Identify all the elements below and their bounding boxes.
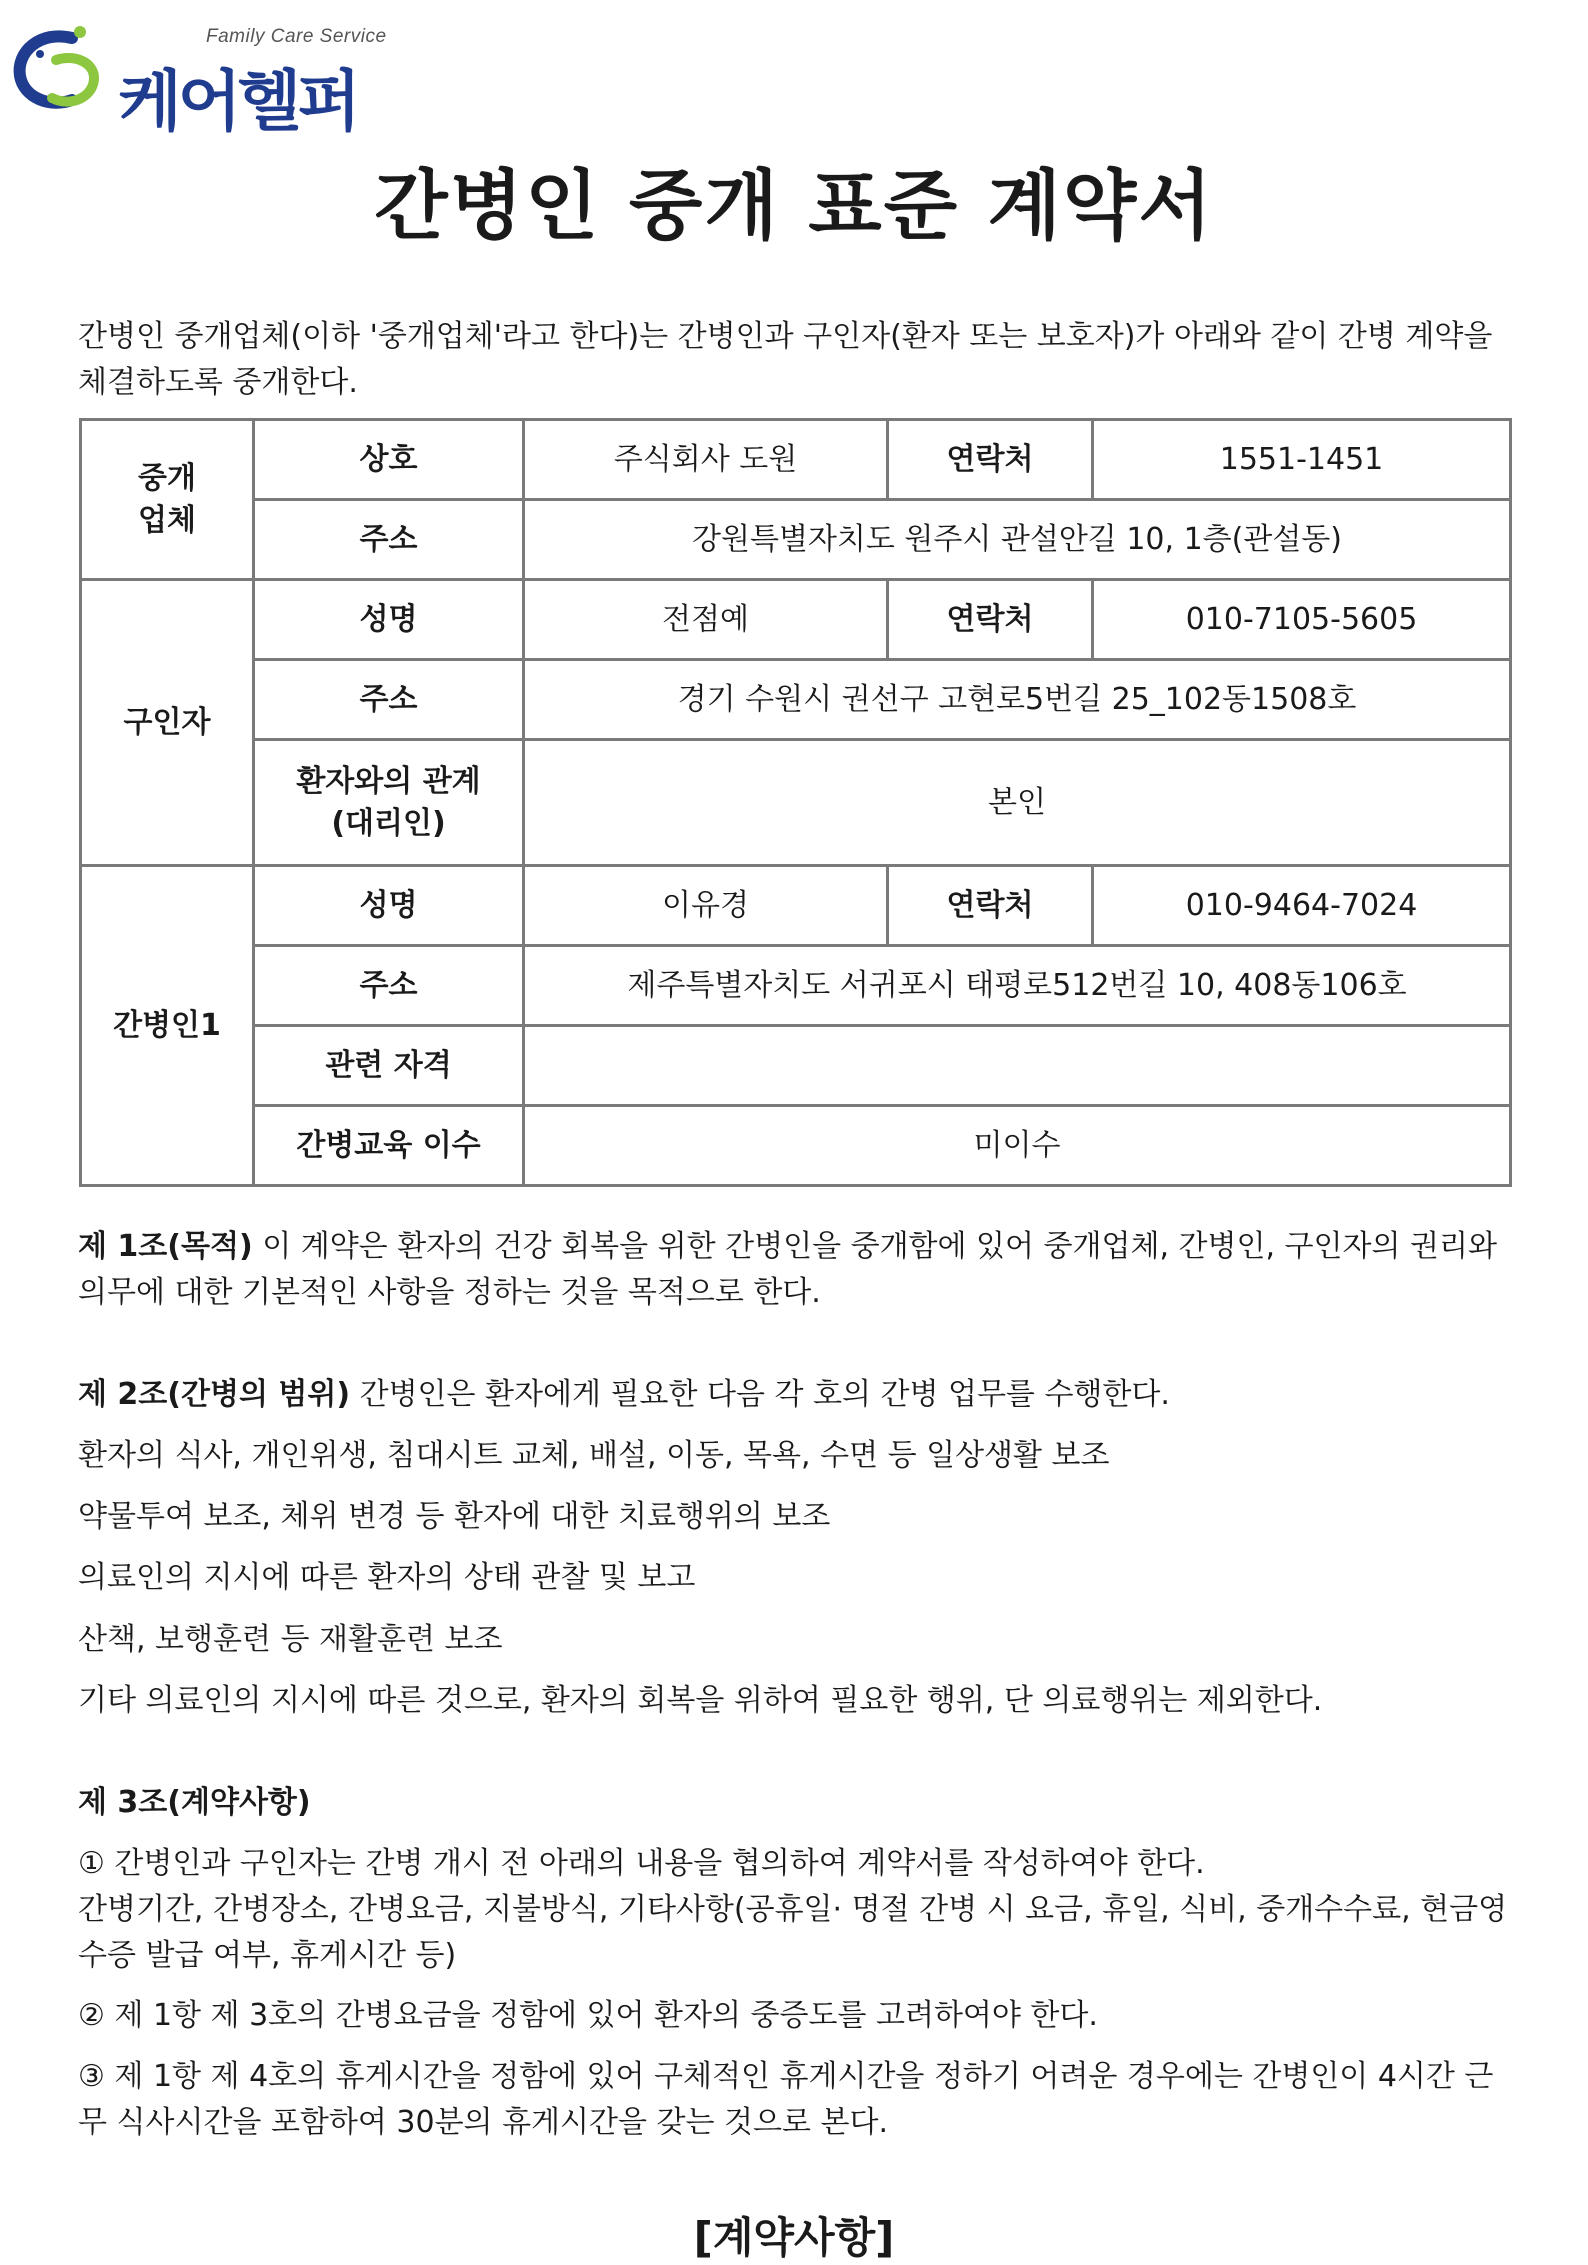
client-group-label: 구인자 [81,580,254,866]
caregiver-address-value: 제주특별자치도 서귀포시 태평로512번길 10, 408동106호 [524,946,1511,1026]
article-2-text: 간병인은 환자에게 필요한 다음 각 호의 간병 업무를 수행한다. [350,1377,1170,1412]
article-3-clause-1: ① 간병인과 구인자는 간병 개시 전 아래의 내용을 협의하여 계약서를 작성하여야 한다. [78,1846,1205,1881]
caregiver-row-qualification [81,1026,1511,1106]
article-2-item-4: 산책, 보행훈련 등 재활훈련 보조 [78,1622,503,1657]
logo-tagline: Family Care Service [206,26,387,47]
intro-paragraph: 간병인 중개업체(이하 '중개업체'라고 한다)는 간병인과 구인자(환자 또는 보호자)가 아래와 같이 간병 계약을 체결하도록 중개한다. [78,319,1493,400]
agency-phone-label: 연락처 [888,420,1093,500]
client-address-label: 주소 [254,660,524,740]
article-2 [78,1372,1518,1418]
caregiver-name-label: 성명 [254,866,524,946]
article-1-text: 이 계약은 환자의 건강 회복을 위한 간병인을 중개함에 있어 중개업체, 간병인, 구인자의 권리와 의무에 대한 기본적인 사항을 정하는 것을 목적으로 한다. [78,1229,1497,1310]
agency-name-label: 상호 [254,420,524,500]
client-name-value: 전점예 [524,580,888,660]
client-address-value: 경기 수원시 권선구 고현로5번길 25_102동1508호 [524,660,1511,740]
agency-row-address [81,500,1511,580]
caregiver-row-address [81,946,1511,1026]
caregiver-name-value: 이유경 [524,866,888,946]
article-3-clause-3: ③ 제 1항 제 4호의 휴게시간을 정함에 있어 구체적인 휴게시간을 정하기 어려운 경우에는 간병인이 4시간 근무 식사시간을 포함하여 30분의 휴게시간을 갖는 것으로 본다. [78,2059,1494,2140]
article-2-item-2: 약물투여 보조, 체위 변경 등 환자에 대한 치료행위의 보조 [78,1499,831,1534]
article-2-heading: 제 2조(간병의 범위) [78,1377,351,1412]
company-logo [10,20,410,140]
caregiver-address-label: 주소 [254,946,524,1026]
client-row-relation [81,740,1511,866]
article-3-heading [78,1780,1518,1826]
agency-address-value: 강원특별자치도 원주시 관설안길 10, 1층(관설동) [524,500,1511,580]
client-row-name [81,580,1511,660]
client-name-label: 성명 [254,580,524,660]
article-3-clause-2: ② 제 1항 제 3호의 간병요금을 정함에 있어 환자의 중증도를 고려하여야 한다. [78,1998,1098,2033]
agency-name-value: 주식회사 도원 [524,420,888,500]
caregiver-phone-value: 010-9464-7024 [1093,866,1511,946]
caregiver-phone-label: 연락처 [888,866,1093,946]
article-2-item-1: 환자의 식사, 개인위생, 침대시트 교체, 배설, 이동, 목욕, 수면 등 일상생활 보조 [78,1438,1110,1473]
contract-parties-table [79,418,1512,1187]
caregiver-qual-value [524,1026,1511,1106]
article-2-item-5: 기타 의료인의 지시에 따른 것으로, 환자의 회복을 위하여 필요한 행위, 단 의료행위는 제외한다. [78,1683,1323,1718]
caregiver-edu-value: 미이수 [524,1106,1511,1186]
logo-mark-icon [10,24,120,124]
agency-address-label: 주소 [254,500,524,580]
client-relation-value: 본인 [524,740,1511,866]
caregiver-row-education [81,1106,1511,1186]
article-2-item-3: 의료인의 지시에 따른 환자의 상태 관찰 및 보고 [78,1560,696,1595]
document-title: 간병인 중개 표준 계약서 [374,161,1214,250]
article-3-heading-text: 제 3조(계약사항) [78,1785,311,1820]
caregiver-qual-label: 관련 자격 [254,1026,524,1106]
article-1-heading: 제 1조(목적) [78,1229,253,1264]
caregiver-edu-label: 간병교육 이수 [254,1106,524,1186]
client-relation-label: 환자와의 관계 (대리인) [254,740,524,866]
client-phone-value: 010-7105-5605 [1093,580,1511,660]
section-title: [계약사항] [693,2213,895,2262]
caregiver-group-label: 간병인1 [81,866,254,1186]
article-1 [78,1224,1518,1316]
article-3-clause-1-detail: 간병기간, 간병장소, 간병요금, 지불방식, 기타사항(공휴일· 명절 간병 시 요금, 휴일, 식비, 중개수수료, 현금영수증 발급 여부, 휴게시간 등) [78,1892,1508,1973]
caregiver-row-name [81,866,1511,946]
agency-group-label: 중개 업체 [81,420,254,580]
client-row-address [81,660,1511,740]
client-phone-label: 연락처 [888,580,1093,660]
logo-brand: 케어헬퍼 [118,63,358,140]
agency-row-name [81,420,1511,500]
agency-phone-value: 1551-1451 [1093,420,1511,500]
